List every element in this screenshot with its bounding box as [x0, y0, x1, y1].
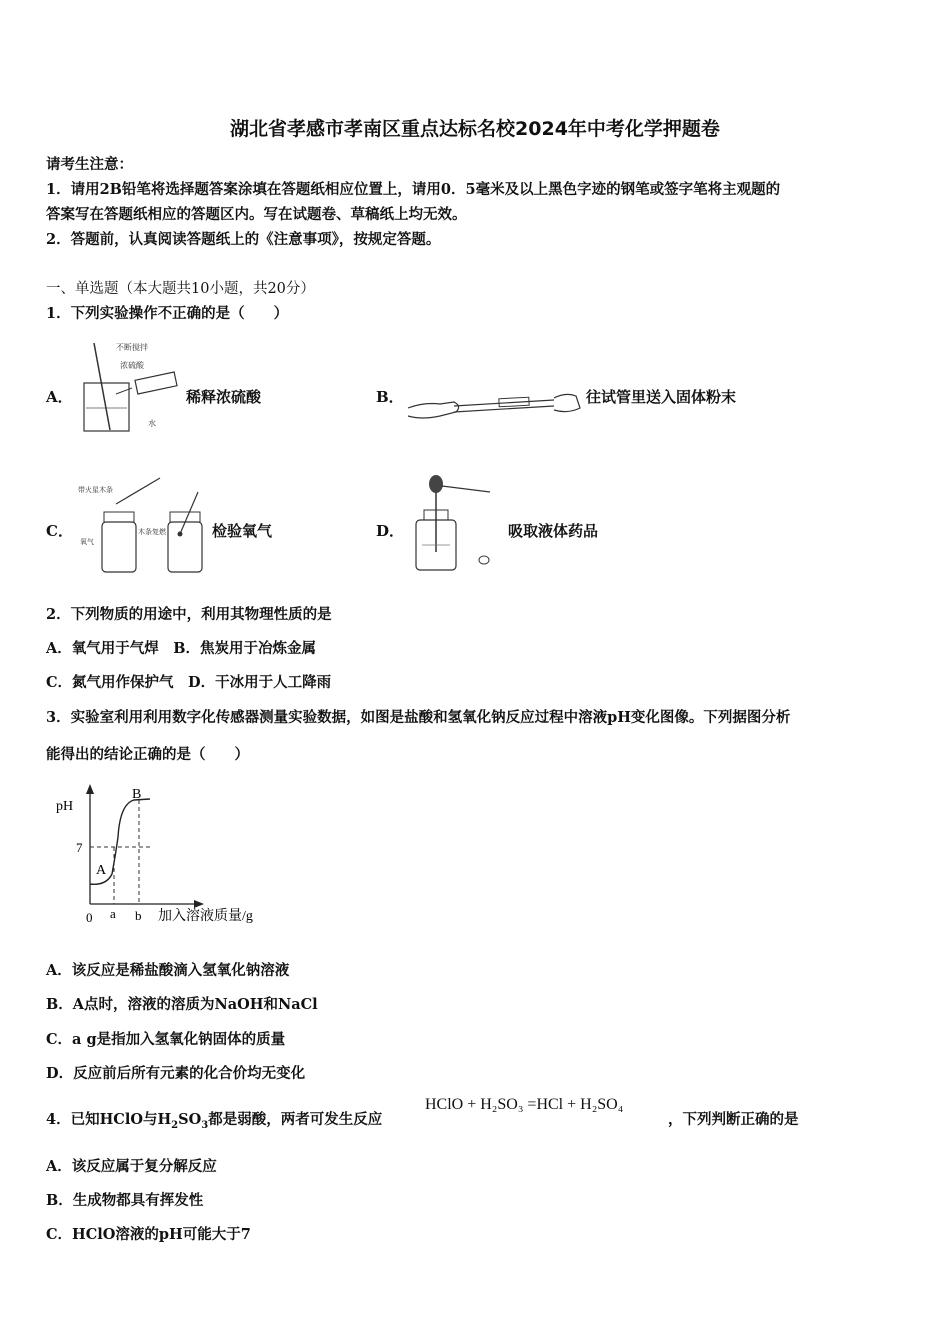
y-axis-arrow	[86, 784, 94, 794]
q1-option-b-text: 往试管里送入固体粉末	[586, 388, 737, 406]
dropper-figure	[406, 470, 501, 575]
q4-stem-sub-2: 3	[201, 1119, 209, 1131]
powder-tube-figure	[404, 380, 584, 430]
fig-a-label-water: 水	[148, 419, 156, 428]
q2-stem: 2．下列物质的用途中，利用其物理性质的是	[46, 606, 332, 623]
q2-options-line-2: C．氮气用作保护气 D．干冰用于人工降雨	[46, 674, 332, 691]
q3-option-a: A．该反应是稀盐酸滴入氢氧化钠溶液	[46, 962, 290, 979]
q3-option-b: B．A点时，溶液的溶质为NaOH和NaCl	[46, 996, 318, 1013]
x-tick-b: b	[135, 908, 142, 923]
point-b-label: B	[132, 787, 142, 802]
q1-option-c-label: C．	[46, 522, 73, 540]
q4-option-c: C．HClO溶液的pH可能大于7	[46, 1226, 251, 1243]
fig-a-label-stir: 不断搅拌	[116, 343, 148, 352]
point-a-label: A	[96, 863, 107, 878]
y-tick-7: 7	[76, 840, 83, 855]
section-heading: 一、单选题（本大题共10小题，共20分）	[46, 281, 315, 297]
x-tick-a: a	[110, 906, 116, 921]
q4-option-a: A．该反应属于复分解反应	[46, 1158, 217, 1175]
x-axis-arrow	[194, 900, 204, 908]
q1-option-a-label: A．	[46, 388, 73, 406]
q4-equation: HClO + H₂SO₃ =HCl + H₂SO₄	[425, 1096, 624, 1113]
notice-line-2: 2．答题前，认真阅读答题纸上的《注意事项》，按规定答题。	[46, 231, 441, 248]
origin-label: 0	[86, 910, 93, 925]
fig-c-label-splint: 带火星木条	[78, 486, 113, 494]
notice-heading: 请考生注意：	[46, 156, 133, 173]
q4-stem	[46, 1108, 382, 1131]
ph-curve-chart	[48, 782, 288, 932]
page-title: 湖北省孝感市孝南区重点达标名校2024年中考化学押题卷	[230, 118, 720, 140]
q1-option-a-text: 稀释浓硫酸	[186, 388, 262, 406]
q1-option-d-label: D．	[376, 522, 405, 540]
fig-a-label-acid: 浓硫酸	[120, 361, 144, 370]
dilute-acid-figure	[76, 338, 186, 438]
q4-option-b: B．生成物都具有挥发性	[46, 1192, 204, 1209]
q1-option-b-label: B．	[376, 388, 404, 406]
q3-option-c: C．a g是指加入氢氧化钠固体的质量	[46, 1031, 286, 1048]
q3-stem-2: 能得出的结论正确的是（ ）	[46, 746, 249, 763]
q4-stem-pre: 4．已知HClO与H	[46, 1111, 172, 1128]
fig-c-label-relight: 木条复燃	[138, 528, 166, 536]
notice-line-1: 1．请用2B铅笔将选择题答案涂填在答题纸相应位置上，请用0．5毫米及以上黑色字迹的钢笔或签字笔将主观题的	[46, 181, 781, 198]
y-axis-label: pH	[56, 799, 74, 814]
q4-stem-sub-1: 2	[171, 1119, 179, 1131]
notice-line-1b: 答案写在答题纸相应的答题区内。写在试题卷、草稿纸上均无效。	[46, 206, 467, 223]
q4-stem-post: 都是弱酸，两者可发生反应	[208, 1111, 383, 1128]
q4-stem-mid: SO	[178, 1111, 202, 1128]
q1-option-c-text: 检验氧气	[212, 522, 273, 540]
q4-stem-end: ，下列判断正确的是	[668, 1111, 799, 1128]
q3-option-d: D．反应前后所有元素的化合价均无变化	[46, 1065, 306, 1082]
x-axis-label: 加入溶液质量/g	[158, 909, 253, 924]
fig-c-label-oxygen: 氧气	[80, 538, 94, 546]
q1-option-d-text: 吸取液体药品	[508, 522, 599, 540]
q2-options-line-1: A．氧气用于气焊 B．焦炭用于冶炼金属	[46, 640, 317, 657]
q1-stem: 1．下列实验操作不正确的是（ ）	[46, 305, 289, 322]
oxygen-test-figure	[76, 474, 211, 579]
q3-stem-1: 3．实验室利用利用数字化传感器测量实验数据，如图是盐酸和氢氧化钠反应过程中溶液pH变化图像。下列据图分析	[46, 709, 791, 726]
